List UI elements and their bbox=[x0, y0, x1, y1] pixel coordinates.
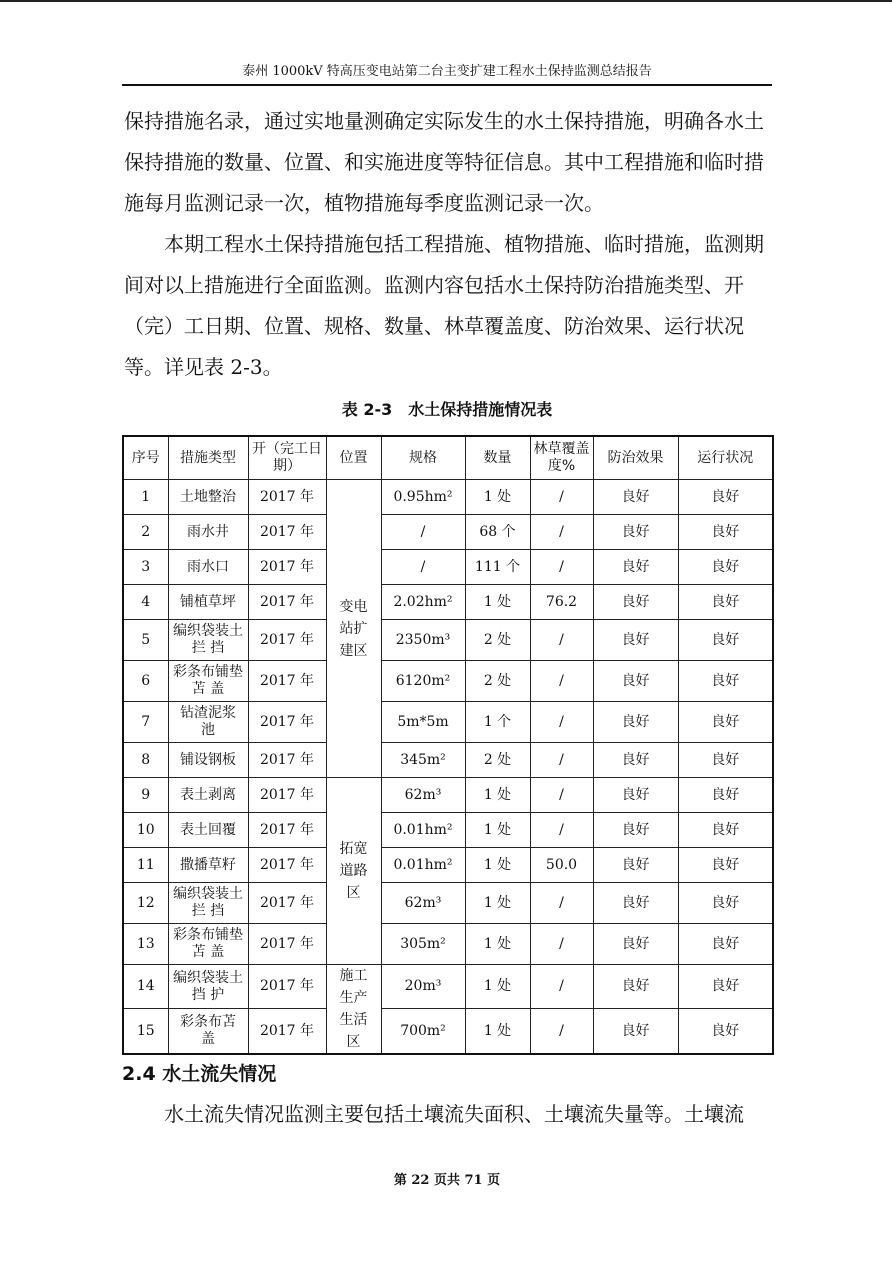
cell-coverage: / bbox=[530, 661, 593, 702]
cell-date: 2017 年 bbox=[248, 813, 326, 848]
cell-type: 彩条布苫 盖 bbox=[168, 1009, 248, 1054]
cell-type: 表土回覆 bbox=[168, 813, 248, 848]
header-cell-status: 运行状况 bbox=[678, 436, 773, 480]
cell-spec: 0.01hm² bbox=[381, 848, 465, 883]
cell-date: 2017 年 bbox=[248, 778, 326, 813]
cell-status: 良好 bbox=[678, 813, 773, 848]
header-cell-quantity: 数量 bbox=[465, 436, 530, 480]
paragraph-scope: 本期工程水土保持措施包括工程措施、植物措施、临时措施，监测期间对以上措施进行全面监测。监测内容包括水土保持防治措施类型、开（完）工日期、位置、规格、数量、林草覆盖度、防治效果、运行状况等。详见表 2-3。 bbox=[124, 232, 764, 379]
cell-spec: / bbox=[381, 515, 465, 550]
cell-no: 11 bbox=[123, 848, 168, 883]
cell-status: 良好 bbox=[678, 515, 773, 550]
table-row bbox=[123, 883, 773, 924]
cell-effect: 良好 bbox=[593, 585, 678, 620]
cell-spec: 0.01hm² bbox=[381, 813, 465, 848]
cell-region-substation: 变电站扩建区 bbox=[326, 480, 381, 778]
table-row bbox=[123, 620, 773, 661]
cell-no: 10 bbox=[123, 813, 168, 848]
cell-quantity: 2 处 bbox=[465, 661, 530, 702]
cell-status: 良好 bbox=[678, 661, 773, 702]
cell-type: 彩条布铺垫 苫 盖 bbox=[168, 661, 248, 702]
cell-status: 良好 bbox=[678, 702, 773, 743]
cell-spec: 0.95hm² bbox=[381, 480, 465, 515]
table-row bbox=[123, 924, 773, 965]
cell-effect: 良好 bbox=[593, 924, 678, 965]
cell-no: 3 bbox=[123, 550, 168, 585]
cell-date: 2017 年 bbox=[248, 702, 326, 743]
cell-no: 12 bbox=[123, 883, 168, 924]
cell-spec: 62m³ bbox=[381, 883, 465, 924]
cell-date: 2017 年 bbox=[248, 924, 326, 965]
header-cell-effect: 防治效果 bbox=[593, 436, 678, 480]
cell-coverage: / bbox=[530, 813, 593, 848]
cell-no: 9 bbox=[123, 778, 168, 813]
table-row bbox=[123, 515, 773, 550]
cell-type: 钻渣泥浆 池 bbox=[168, 702, 248, 743]
page-footer: 第 22 页共 71 页 bbox=[393, 1173, 501, 1188]
cell-quantity: 1 处 bbox=[465, 778, 530, 813]
cell-effect: 良好 bbox=[593, 813, 678, 848]
cell-date: 2017 年 bbox=[248, 848, 326, 883]
cell-type: 土地整治 bbox=[168, 480, 248, 515]
cell-no: 5 bbox=[123, 620, 168, 661]
cell-type: 雨水井 bbox=[168, 515, 248, 550]
cell-no: 4 bbox=[123, 585, 168, 620]
section-heading: 2.4 水土流失情况 bbox=[122, 1063, 277, 1085]
cell-effect: 良好 bbox=[593, 515, 678, 550]
table-row bbox=[123, 585, 773, 620]
cell-type: 铺植草坪 bbox=[168, 585, 248, 620]
cell-type: 表土剥离 bbox=[168, 778, 248, 813]
cell-spec: 6120m² bbox=[381, 661, 465, 702]
table-row bbox=[123, 1009, 773, 1054]
cell-status: 良好 bbox=[678, 620, 773, 661]
cell-quantity: 1 处 bbox=[465, 965, 530, 1009]
cell-no: 2 bbox=[123, 515, 168, 550]
cell-effect: 良好 bbox=[593, 778, 678, 813]
table-row bbox=[123, 550, 773, 585]
cell-effect: 良好 bbox=[593, 702, 678, 743]
cell-no: 8 bbox=[123, 743, 168, 778]
cell-status: 良好 bbox=[678, 743, 773, 778]
cell-effect: 良好 bbox=[593, 883, 678, 924]
cell-region-road: 拓宽道路区 bbox=[326, 778, 381, 965]
table-header-row bbox=[123, 436, 773, 480]
cell-date: 2017 年 bbox=[248, 620, 326, 661]
cell-coverage: / bbox=[530, 924, 593, 965]
cell-status: 良好 bbox=[678, 965, 773, 1009]
table-row bbox=[123, 965, 773, 1009]
header-cell-coverage: 林草覆盖度% bbox=[530, 436, 593, 480]
table-row bbox=[123, 480, 773, 515]
cell-quantity: 2 处 bbox=[465, 620, 530, 661]
measures-table bbox=[122, 435, 774, 1055]
cell-effect: 良好 bbox=[593, 480, 678, 515]
cell-coverage: / bbox=[530, 620, 593, 661]
cell-date: 2017 年 bbox=[248, 883, 326, 924]
cell-status: 良好 bbox=[678, 480, 773, 515]
cell-quantity: 1 处 bbox=[465, 480, 530, 515]
cell-quantity: 1 处 bbox=[465, 1009, 530, 1054]
cell-date: 2017 年 bbox=[248, 550, 326, 585]
table-caption: 表 2-3 水土保持措施情况表 bbox=[341, 400, 553, 419]
cell-spec: 20m³ bbox=[381, 965, 465, 1009]
cell-type: 撒播草籽 bbox=[168, 848, 248, 883]
cell-date: 2017 年 bbox=[248, 965, 326, 1009]
cell-spec: 5m*5m bbox=[381, 702, 465, 743]
cell-quantity: 2 处 bbox=[465, 743, 530, 778]
top-border-line bbox=[0, 0, 892, 2]
cell-quantity: 1 个 bbox=[465, 702, 530, 743]
table-row bbox=[123, 778, 773, 813]
cell-coverage: 50.0 bbox=[530, 848, 593, 883]
cell-spec: 2.02hm² bbox=[381, 585, 465, 620]
header-cell-type: 措施类型 bbox=[168, 436, 248, 480]
table-row bbox=[123, 848, 773, 883]
cell-quantity: 1 处 bbox=[465, 585, 530, 620]
cell-effect: 良好 bbox=[593, 1009, 678, 1054]
cell-status: 良好 bbox=[678, 883, 773, 924]
cell-coverage: / bbox=[530, 515, 593, 550]
cell-date: 2017 年 bbox=[248, 661, 326, 702]
cell-type: 编织袋装土 拦 挡 bbox=[168, 620, 248, 661]
cell-quantity: 1 处 bbox=[465, 848, 530, 883]
cell-effect: 良好 bbox=[593, 620, 678, 661]
cell-status: 良好 bbox=[678, 1009, 773, 1054]
cell-coverage: / bbox=[530, 883, 593, 924]
cell-type: 编织袋装土 拦 挡 bbox=[168, 883, 248, 924]
paragraph-soil-loss: 水土流失情况监测主要包括土壤流失面积、土壤流失量等。土壤流 bbox=[164, 1102, 744, 1126]
table-row bbox=[123, 813, 773, 848]
cell-coverage: / bbox=[530, 480, 593, 515]
cell-quantity: 1 处 bbox=[465, 883, 530, 924]
cell-quantity: 68 个 bbox=[465, 515, 530, 550]
cell-effect: 良好 bbox=[593, 743, 678, 778]
cell-date: 2017 年 bbox=[248, 585, 326, 620]
cell-quantity: 111 个 bbox=[465, 550, 530, 585]
cell-type: 雨水口 bbox=[168, 550, 248, 585]
cell-no: 1 bbox=[123, 480, 168, 515]
cell-status: 良好 bbox=[678, 550, 773, 585]
cell-no: 15 bbox=[123, 1009, 168, 1054]
cell-date: 2017 年 bbox=[248, 1009, 326, 1054]
cell-coverage: / bbox=[530, 702, 593, 743]
cell-status: 良好 bbox=[678, 585, 773, 620]
cell-spec: 305m² bbox=[381, 924, 465, 965]
cell-effect: 良好 bbox=[593, 550, 678, 585]
cell-coverage: 76.2 bbox=[530, 585, 593, 620]
cell-no: 7 bbox=[123, 702, 168, 743]
cell-spec: / bbox=[381, 550, 465, 585]
cell-date: 2017 年 bbox=[248, 515, 326, 550]
cell-no: 13 bbox=[123, 924, 168, 965]
cell-quantity: 1 处 bbox=[465, 924, 530, 965]
cell-type: 铺设钢板 bbox=[168, 743, 248, 778]
cell-effect: 良好 bbox=[593, 965, 678, 1009]
header-rule bbox=[122, 84, 772, 86]
cell-coverage: / bbox=[530, 778, 593, 813]
header-cell-no: 序号 bbox=[123, 436, 168, 480]
cell-coverage: / bbox=[530, 1009, 593, 1054]
header-cell-spec: 规格 bbox=[381, 436, 465, 480]
cell-region-construction: 施工生产生活区 bbox=[326, 965, 381, 1055]
cell-no: 6 bbox=[123, 661, 168, 702]
cell-coverage: / bbox=[530, 743, 593, 778]
cell-effect: 良好 bbox=[593, 661, 678, 702]
cell-type: 彩条布铺垫 苫 盖 bbox=[168, 924, 248, 965]
paragraph-intro: 保持措施名录，通过实地量测确定实际发生的水土保持措施，明确各水土保持措施的数量、位置、和实施进度等特征信息。其中工程措施和临时措施每月监测记录一次，植物措施每季度监测记录一次。 bbox=[124, 109, 764, 215]
cell-spec: 345m² bbox=[381, 743, 465, 778]
cell-coverage: / bbox=[530, 550, 593, 585]
page-header: 泰州 1000kV 特高压变电站第二台主变扩建工程水土保持监测总结报告 bbox=[242, 64, 652, 79]
cell-type: 编织袋装土 挡 护 bbox=[168, 965, 248, 1009]
cell-date: 2017 年 bbox=[248, 480, 326, 515]
cell-spec: 2350m³ bbox=[381, 620, 465, 661]
table-row bbox=[123, 702, 773, 743]
cell-status: 良好 bbox=[678, 924, 773, 965]
table-row bbox=[123, 661, 773, 702]
header-cell-date: 开（完工日期） bbox=[248, 436, 326, 480]
header-cell-location: 位置 bbox=[326, 436, 381, 480]
cell-spec: 700m² bbox=[381, 1009, 465, 1054]
cell-status: 良好 bbox=[678, 778, 773, 813]
cell-spec: 62m³ bbox=[381, 778, 465, 813]
cell-no: 14 bbox=[123, 965, 168, 1009]
cell-coverage: / bbox=[530, 965, 593, 1009]
cell-quantity: 1 处 bbox=[465, 813, 530, 848]
table-row bbox=[123, 743, 773, 778]
cell-date: 2017 年 bbox=[248, 743, 326, 778]
cell-status: 良好 bbox=[678, 848, 773, 883]
cell-effect: 良好 bbox=[593, 848, 678, 883]
